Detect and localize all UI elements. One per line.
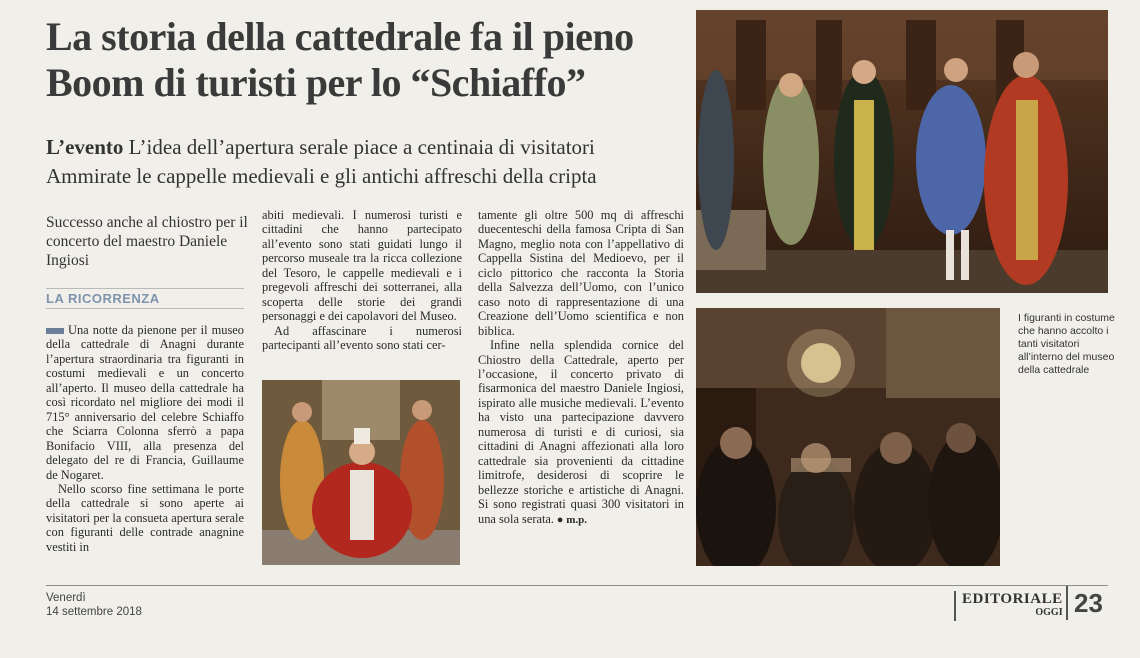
photo-caption: I figuranti in costume che hanno accolto i tanti visitatori all’interno del museo della cattedrale [1018,312,1115,376]
photo-costumed-figures [696,10,1108,293]
byline: ● m.p. [554,513,587,526]
headline-line-1: La storia della cattedrale fa il pieno [46,14,634,59]
deck-kicker: L’evento [46,135,124,159]
photo-museum-visitors-image [696,308,1000,566]
deck-line-1 [46,133,686,162]
issue-date [46,591,142,619]
article-column-3 [478,208,684,527]
photo-pope-scene [262,380,460,565]
deck [46,133,686,191]
article-column-1 [46,323,244,554]
headline-line-2: Boom di turisti per lo “Schiaffo” [46,60,586,105]
paragraph: Infine nella splendida cornice del Chiostro della Cattedrale, aperto per l’occasione, il concerto privato di fisarmonica del maestro Daniele Ingiosi, ispirato alle musiche medievali. L’evento ha visto una partecipazione davvero numerosa di turisti e di curiosi, sia cittadini di Anagni affezionati alla loro cattedrale sia provenienti da cittadine limitrofe, desiderosi di scoprire le bellezze storiche e artistiche di Anagni. Si sono registrati quasi 300 visitatori in una sola serata. ● m.p. [478,338,684,526]
masthead-sub: OGGI [1035,607,1063,618]
deck-line-2: Ammirate le cappelle medievali e gli antichi affreschi della cripta [46,164,597,188]
lead-mark-icon [46,328,64,334]
masthead-logo [954,591,1063,621]
paragraph: abiti medievali. I numerosi turisti e cittadini che hanno partecipato all’evento sono stati guidati lungo il percorso museale tra la ricca collezione del Tesoro, le cappelle medievali e i pregevoli affreschi dei sotterranei, alla scoperta delle storie dei grandi personaggi e dei capolavori del Museo. [262,208,462,324]
summary: Successo anche al chiostro per il concerto del maestro Daniele Ingiosi [46,214,248,269]
article-column-2 [262,208,462,353]
issue-full-date: 14 settembre 2018 [46,606,142,618]
footer-divider [46,585,1108,586]
masthead-name: EDITORIALE [962,591,1063,607]
section-tag: LA RICORRENZA [46,288,244,309]
issue-weekday: Venerdì [46,592,86,604]
photo-pope-scene-image [262,380,460,565]
paragraph: Nello scorso fine settimana le porte della cattedrale si sono aperte ai visitatori per la consueta apertura serale con figuranti delle contrade anagnine vestiti in [46,481,244,554]
paragraph: Ad affascinare i numerosi partecipanti all’evento sono stati cer- [262,323,462,353]
photo-costumed-figures-image [696,10,1108,293]
paragraph: Una notte da pienone per il museo della cattedrale di Anagni durante l’apertura straordinaria tra figuranti in costumi medievali e un concerto all’aperto. Il museo della cattedrale ha così ricordato nel migliore dei modi il 715° anniversario del celebre Schiaffo che Sciarra Colonna sferrò a papa Bonifacio VIII, alla presenza del delegato del re di Francia, Guillaume de Nogaret. [46,323,244,482]
headline [46,14,686,106]
photo-museum-visitors [696,308,1000,566]
page-number: 23 [1066,586,1103,620]
deck-text-1: L’idea dell’apertura serale piace a centinaia di visitatori [123,135,595,159]
paragraph: tamente gli oltre 500 mq di affreschi duecenteschi della famosa Cripta di San Magno, meglio nota con l’appellativo di Cappella Sistina del Medioevo, per il ciclo pittorico che racconta la Storia della Salvezza dell’Uomo, con l’unico caso noto di rappresentazione di una Creazione dell’Uomo scientifica e non biblica. [478,208,684,338]
